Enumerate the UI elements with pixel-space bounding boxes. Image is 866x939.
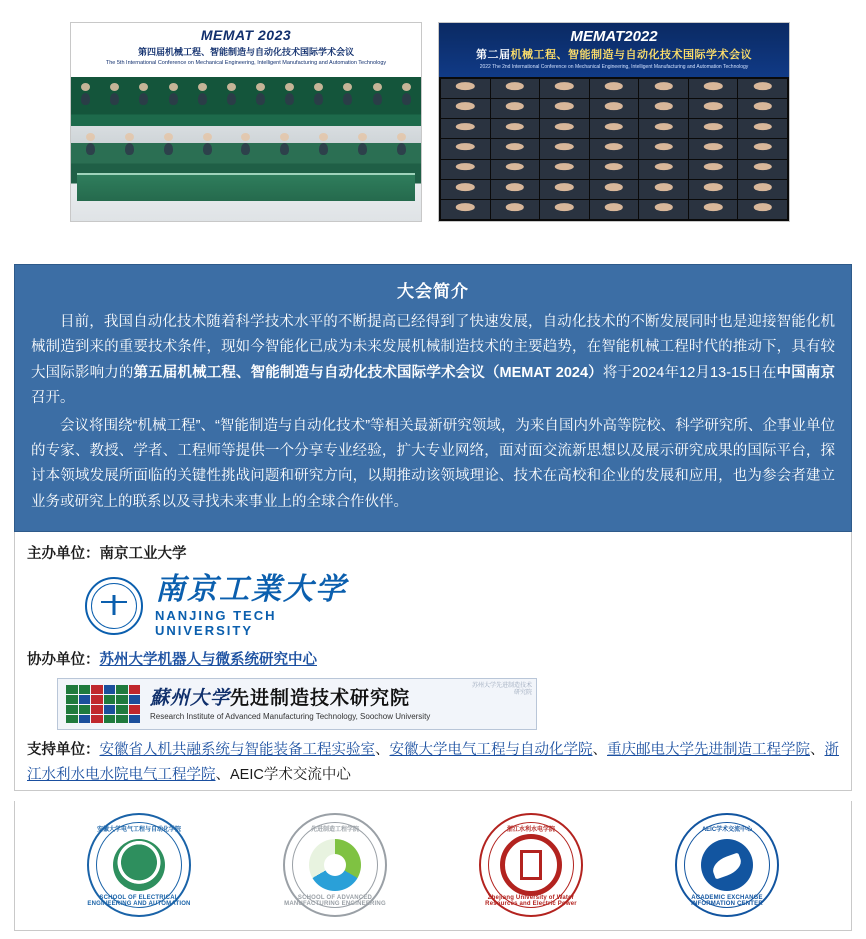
banner-2023-title: MEMAT 2023: [200, 27, 292, 43]
participant-tile: [590, 160, 639, 179]
logo-caption-top: 先进制造工程学院: [310, 827, 359, 834]
nanjing-tech-name-en2: UNIVERSITY: [155, 622, 254, 638]
support-sep-2: 、: [810, 742, 825, 759]
participant-tile: [540, 200, 589, 219]
participant-tile: [689, 139, 738, 158]
logo-caption-top: AEIC学术交流中心: [701, 827, 753, 834]
photo-row-seated-faces: [71, 133, 421, 141]
host-unit-value: 南京工业大学: [99, 546, 187, 562]
soochow-banner-cn-prefix: 蘇州大学: [150, 686, 231, 709]
support-unit-item-1[interactable]: 安徽大学电气工程与自动化学院: [389, 742, 593, 759]
participant-tile: [590, 99, 639, 118]
logo-caption-top: 安徽大学电气工程与自动化学院: [96, 827, 181, 834]
participant-tile: [689, 99, 738, 118]
intro-paragraph-1: [31, 310, 835, 412]
participant-tile: [738, 139, 787, 158]
participant-tile: [540, 160, 589, 179]
participant-tile: [738, 180, 787, 199]
advanced-manufacturing-engineering-school-logo: [283, 813, 387, 917]
participant-tile: [540, 79, 589, 98]
support-unit-item-3[interactable]: 浙江水利水电水院电气工程学院: [27, 742, 839, 783]
host-unit-label: 主办单位：: [27, 546, 100, 562]
banner-memat-2022: [438, 22, 790, 222]
intro-body: [15, 308, 851, 531]
support-unit-item-0[interactable]: 安徽省人机共融系统与智能装备工程实验室: [99, 742, 375, 759]
participant-tile: [689, 79, 738, 98]
participant-tile: [639, 119, 688, 138]
participant-tile: [540, 99, 589, 118]
gear-leaf-icon: [309, 839, 361, 891]
participant-tile: [540, 119, 589, 138]
nanjing-tech-name-cn: 南京工業大学: [155, 571, 347, 607]
participant-tile: [689, 180, 738, 199]
host-unit-line: [27, 542, 839, 567]
photo-row-seated: [71, 143, 421, 155]
banner-memat-2023: [70, 22, 422, 222]
logo-caption-bottom: ACADEMIC EXCHANGE INFORMATION CENTER: [691, 895, 763, 908]
cohost-unit-link[interactable]: 苏州大学机器人与微系统研究中心: [99, 651, 317, 668]
participant-tile: [738, 99, 787, 118]
participant-tile: [441, 79, 490, 98]
banner-2022-subtitle-en: 2022 The 2nd International Conference on Mechanical Engineering, Intelligent Manufacturing and Automation Technology: [479, 64, 749, 70]
participant-tile: [491, 200, 540, 219]
support-unit-item-2[interactable]: 重庆邮电大学先进制造工程学院: [607, 742, 810, 759]
banner-row: [0, 0, 866, 222]
cohost-unit-label: 协办单位：: [27, 651, 100, 668]
participant-tile: [738, 79, 787, 98]
participant-tile: [441, 99, 490, 118]
participant-tile: [491, 79, 540, 98]
participant-tile: [491, 119, 540, 138]
participant-tile: [491, 180, 540, 199]
participant-tile: [590, 139, 639, 158]
logo-caption-top: 浙江水利水电学院: [506, 827, 555, 834]
participant-tile: [639, 200, 688, 219]
participant-tile: [738, 160, 787, 179]
nanjing-tech-name-en1: NANJING TECH: [155, 607, 277, 623]
intro-paragraph-2: 会议将围绕“机械工程”、“智能制造与自动化技术”等相关最新研究领域，为来自国内外高等院校、科学研究所、企事业单位的专家、教授、学者、工程师等提供一个分享专业经验，扩大专业网络，面对面交流新思想以及展示研究成果的国际平台，探讨本领域发展所面临的关键性挑战问题和研究方向，以期推动该领域理论、技术在高校和企业的发展和应用，也为参会者建立业务或研究上的联系以及寻找未来事业上的全球合作伙伴。: [31, 417, 835, 510]
support-unit-item-4: AEIC学术交流中心: [230, 766, 351, 783]
aeic-academic-exchange-information-center-logo: [675, 813, 779, 917]
logo-emblem-icon: [500, 834, 562, 896]
supporting-logos-row: [14, 801, 852, 931]
support-sep-1: 、: [592, 742, 607, 759]
participant-tile: [590, 180, 639, 199]
soochow-banner-cn-suffix: 先进制造技术研究院: [230, 686, 411, 709]
photo-conference-table: [77, 173, 415, 201]
participant-tile: [441, 119, 490, 138]
banner-2022-header: [439, 23, 789, 77]
participant-tile: [689, 200, 738, 219]
nanjing-tech-wordmark: [155, 571, 347, 638]
nanjing-tech-seal-icon: [85, 577, 143, 635]
support-sep-3: 、: [215, 766, 230, 783]
zhejiang-water-resources-electric-power-logo: [479, 813, 583, 917]
soochow-banner-en: Research Institute of Advanced Manufacturing Technology, Soochow University: [150, 711, 431, 721]
participant-tile: [441, 180, 490, 199]
participant-tile: [689, 160, 738, 179]
logo-caption-bottom: SCHOOL OF ADVANCED MANUFACTURING ENGINEERING: [284, 895, 386, 908]
photo-row-standing: [71, 93, 421, 105]
nanjing-tech-university-logo: [27, 569, 839, 646]
banner-2022-subtitle-prefix: 第二届: [476, 49, 511, 61]
participant-tile: [540, 180, 589, 199]
banner-2023-photo: [71, 77, 421, 221]
participant-tile: [590, 79, 639, 98]
conference-intro-panel: [14, 264, 852, 532]
banner-2022-title: MEMAT2022: [570, 28, 658, 45]
banner-2022-subtitle-main: 机械工程、智能制造与自动化技术国际学术会议: [510, 49, 752, 61]
participant-tile: [491, 160, 540, 179]
participant-tile: [639, 99, 688, 118]
participant-tile: [590, 119, 639, 138]
participant-tile: [540, 139, 589, 158]
organizing-units-section: [14, 532, 852, 791]
support-sep-0: 、: [375, 742, 390, 759]
participant-tile: [639, 79, 688, 98]
banner-2023-header: [71, 23, 421, 77]
intro-p1-part-a: 目前，我国自动化技术随着科学技术水平的不断提高已经得到了快速发展，自动化技术的不断发展同时也是迎接智能化机械制造到来的重要技术条件，现如今智能化已成为未来发展机械制造技术的主要趋势，在智能机械工程时代的推动下，具有较大国际影响力的: [31, 314, 835, 381]
support-unit-line: [27, 738, 839, 787]
intro-title: 大会简介: [397, 282, 469, 301]
logo-emblem-icon: [113, 839, 165, 891]
support-unit-label: 支持单位：: [27, 742, 100, 759]
participant-tile: [738, 200, 787, 219]
participant-tile: [441, 139, 490, 158]
intro-p1-location: 中国南京: [776, 364, 836, 381]
participant-tile: [639, 160, 688, 179]
participant-tile: [689, 119, 738, 138]
participant-tile: [441, 200, 490, 219]
cohost-unit-line: [27, 648, 839, 673]
participant-tile: [441, 160, 490, 179]
banner-2023-subtitle-en: The 5th International Conference on Mechanical Engineering, Intelligent Manufacturing and Automation Technology: [105, 60, 387, 66]
participant-tile: [491, 99, 540, 118]
banner-2022-subtitle: [439, 46, 789, 62]
soochow-university-institute-banner: [57, 678, 537, 730]
banner-2023-subtitle: 第四届机械工程、智能制造与自动化技术国际学术会议: [137, 47, 354, 57]
intro-p1-part-c: 将于2024年12月13-15日在: [602, 364, 777, 381]
photo-row-back: [71, 83, 421, 91]
logo-caption-bottom: Zhejiang University of Water Resources and Electric Power: [485, 895, 577, 908]
bird-icon: [701, 839, 753, 891]
intro-p1-part-d: 召开。: [31, 390, 75, 407]
banner-2022-participant-grid: [439, 77, 789, 221]
participant-tile: [738, 119, 787, 138]
participant-tile: [590, 200, 639, 219]
intro-p1-conference-name: 第五届机械工程、智能制造与自动化技术国际学术会议（MEMAT 2024）: [133, 364, 603, 381]
participant-tile: [639, 180, 688, 199]
participant-tile: [639, 139, 688, 158]
soochow-banner-corner-note: 苏州大学先进制造技术研究院: [472, 683, 533, 697]
logo-caption-bottom: SCHOOL OF ELECTRICAL ENGINEERING AND AUTOMATION: [87, 895, 191, 908]
anhui-university-electrical-engineering-logo: [87, 813, 191, 917]
soochow-mosaic-icon: [66, 685, 140, 723]
participant-tile: [491, 139, 540, 158]
